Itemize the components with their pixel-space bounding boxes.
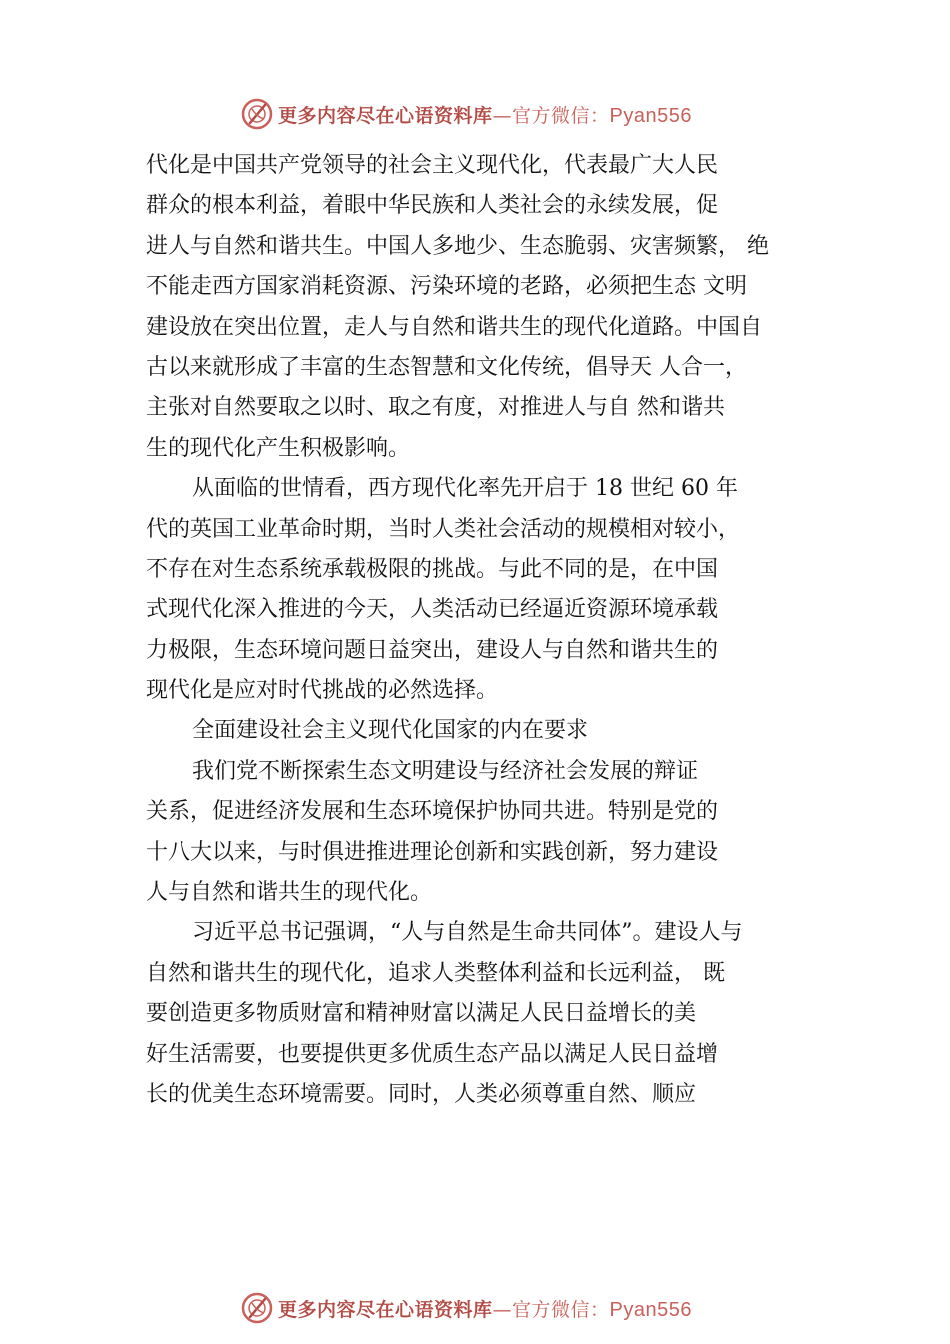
banner-official: 官方微信： xyxy=(512,104,610,127)
header-banner[interactable] xyxy=(240,96,692,132)
text-line: 不存在对生态系统承载极限的挑战。与此不同的是，在中国 xyxy=(146,556,719,582)
banner-account: Pyan556 xyxy=(609,104,692,127)
text-line: 古以来就形成了丰富的生态智慧和文化传统，倡导天 人合一， xyxy=(146,354,747,380)
text-line: 建设放在突出位置，走人与自然和谐共生的现代化道路。中国自 xyxy=(146,314,763,340)
section-heading: 全面建设社会主义现代化国家的内在要求 xyxy=(192,718,589,744)
body-text xyxy=(146,146,836,1115)
banner-dash: — xyxy=(492,1298,513,1321)
banner-dash: — xyxy=(492,104,513,127)
text-line: 进人与自然和谐共生。中国人多地少、生态脆弱、灾害频繁， 绝 xyxy=(146,233,769,259)
banner-brand: 更多内容尽在心语资料库 xyxy=(278,104,493,127)
text-line: 自然和谐共生的现代化，追求人类整体利益和长远利益， 既 xyxy=(146,960,725,986)
banner-official: 官方微信： xyxy=(512,1298,610,1321)
paragraph-start-line: 习近平总书记强调，“人与自然是生命共同体”。建设人与 xyxy=(192,920,743,946)
banner-brand: 更多内容尽在心语资料库 xyxy=(278,1298,493,1321)
text-line: 好生活需要，也要提供更多优质生态产品以满足人民日益增 xyxy=(146,1041,719,1067)
text-line: 群众的根本利益，着眼中华民族和人类社会的永续发展，促 xyxy=(146,193,719,219)
text-line: 式现代化深入推进的今天，人类活动已经逼近资源环境承载 xyxy=(146,597,719,623)
seal-logo-icon xyxy=(240,97,274,131)
text-line: 人与自然和谐共生的现代化。 xyxy=(146,880,433,906)
text-line: 不能走西方国家消耗资源、污染环境的老路，必须把生态 文明 xyxy=(146,274,747,300)
text-line: 关系，促进经济发展和生态环境保护协同共进。特别是党的 xyxy=(146,799,719,825)
footer-banner[interactable] xyxy=(240,1290,692,1326)
text-line: 代的英国工业革命时期，当时人类社会活动的规模相对较小， xyxy=(146,516,741,542)
paragraph-start-line: 从面临的世情看，西方现代化率先开启于 18 世纪 60 年 xyxy=(192,476,738,502)
banner-text xyxy=(278,101,692,128)
text-line: 主张对自然要取之以时、取之有度，对推进人与自 然和谐共 xyxy=(146,395,725,421)
text-line: 长的优美生态环境需要。同时，人类必须尊重自然、顺应 xyxy=(146,1081,697,1107)
text-line: 力极限，生态环境问题日益突出，建设人与自然和谐共生的 xyxy=(146,637,719,663)
text-line: 要创造更多物质财富和精神财富以满足人民日益增长的美 xyxy=(146,1001,697,1027)
text-line: 生的现代化产生积极影响。 xyxy=(146,435,411,461)
text-line: 代化是中国共产党领导的社会主义现代化，代表最广大人民 xyxy=(146,153,719,178)
seal-logo-icon xyxy=(240,1291,274,1325)
text-line: 十八大以来，与时俱进推进理论创新和实践创新，努力建设 xyxy=(146,839,719,865)
paragraph-start-line: 我们党不断探索生态文明建设与经济社会发展的辩证 xyxy=(192,758,699,784)
text-line: 现代化是应对时代挑战的必然选择。 xyxy=(146,678,499,704)
banner-text xyxy=(278,1295,692,1322)
banner-account: Pyan556 xyxy=(609,1298,692,1321)
